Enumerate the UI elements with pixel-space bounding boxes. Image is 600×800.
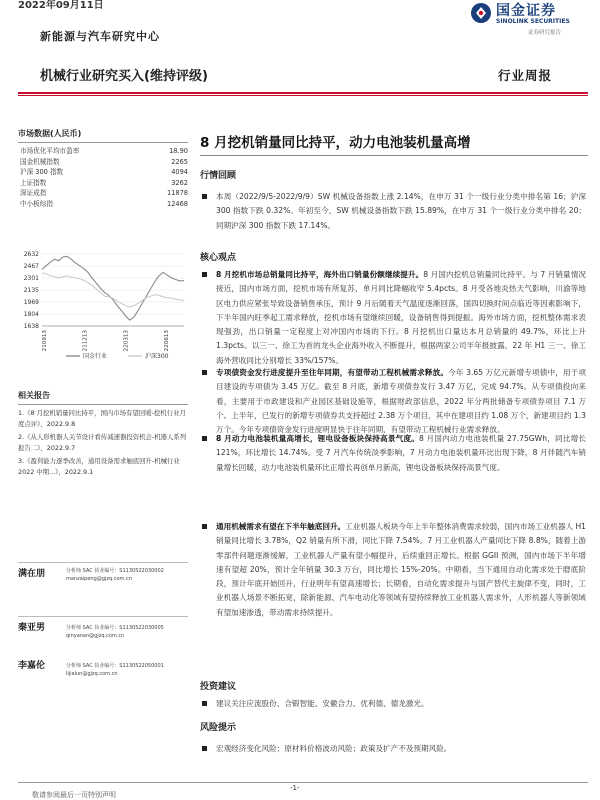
market-value: 12468 [167,199,188,208]
page-number: -1- [290,784,300,792]
market-label: 国金机械指数 [20,157,60,166]
chart-legend-label: 沪深300 [145,353,169,361]
core-point-lead: 专项债资金发行进度提升至往年同期，有望带动工程机械需求释放。 [216,368,449,377]
bullet-icon [202,370,207,375]
chart-legend-label: 国金行业 [83,353,108,361]
analyst-email[interactable]: qinyanan@gjzq.com.cn [66,633,125,639]
company-logo [470,0,600,40]
market-data-panel [18,128,188,210]
header-divider [18,92,588,94]
section-heading-review: 行情回顾 [200,171,237,181]
chart-y-tick-label: 2632 [23,251,39,258]
analyst-email[interactable]: lijialun@gjzq.com.cn [66,671,118,677]
chart-y-tick-label: 2135 [23,287,39,294]
core-point-text: 8 月国内动力电池装机量 27.75GWh，同比增长 121%，环比增长 14.74%。受 7 月汽车传统淡季影响，7 月动力电池装机量环比出现下降，8 月伴随汽车销量增长回暖，动力电池装机量环比正增长再创单月新高，锂电设备板块保持高景气度。 [216,434,586,472]
review-paragraph [202,190,586,233]
related-rule [18,404,188,405]
bullet-icon [202,701,207,706]
market-value: 11878 [167,189,188,198]
core-point-text: 8 月国内挖机总销量同比持平。与 7 月销量情况接近，国内市场方面，挖机市场有所复苏，单月同比降幅收窄 5.4pcts。8 月受各地炎热天气影响，川渝等地区电力供应紧张导致设备销售承压，预计 9 月后随着天气温度逐渐回落，国四切换时间点临近等因素影响下，下半年国内旺季起工需求释放，挖机市场有望继续回暖，设备销售得到提振。海外市场方面，挖机整体需求表现强劲，出口销量一定程度上对冲国内市场的下行。8 月挖机出口量达本月总销量的 49.7%，环比上升 1.3pcts。以三一、徐工为首的龙头企业海外收入不断提升，根据两家公司半年报披露，22 年 H1 三一、徐工海外营收同比分别增长 33%/157%。 [216,270,586,365]
analyst-rule [18,562,188,563]
core-point [202,366,586,437]
market-label: 上证指数 [20,178,47,187]
report-title: 机械行业研究买入(维持评级) [40,69,208,84]
analyst-cert-number: SAC 执业编号：S1130522030005 [82,625,164,631]
analyst-role: 分析师 [66,663,82,669]
section-heading-invest: 投资建议 [200,682,237,692]
market-value: 3262 [171,178,188,187]
related-heading: 相关报告 [18,391,50,400]
analyst-cert-number: SAC 执业编号：S1130522030002 [82,568,164,574]
related-report-item[interactable]: 2.《从人形机器人关节设计看传减速器投资机会-机器人系列报告二》，2022.9.7 [18,433,187,452]
analyst-name: 秦亚男 [18,623,46,633]
market-label: 中小板综指 [20,199,53,208]
main-title-rule [200,155,588,156]
market-row [18,199,188,210]
index-chart [18,248,188,373]
chart-x-tick-label: 220613 [164,330,170,352]
invest-text: 建议关注应流股份、合锻智能、安徽合力、优利德、德龙激光。 [216,699,429,708]
analyst-email[interactable]: manzaipeng@gjzq.com.cn [66,576,132,582]
main-title: 8 月挖机销量同比持平，动力电池装机量高增 [200,135,471,151]
footer-disclaimer-note: 敬请参阅最后一页特别声明 [32,791,116,799]
market-row [18,188,188,199]
chart-y-tick-label: 2467 [23,263,39,270]
market-label: 市场优化平均市盈率 [20,147,80,155]
market-value: 2265 [171,157,188,166]
analyst-name: 满在朋 [18,569,46,579]
analyst-role: 分析师 [66,568,82,574]
review-text: 本周（2022/9/5-2022/9/9）SW 机械设备指数上涨 2.14%，在申万 31 个一级行业分类中排名第 16；沪深 300 指数下跌 0.32%。年初至今，SW 机械设备指数下跌 15.89%，在申万 31 个一级行业分类中排名 20；同期沪深 300 指数下跌 17.14%。 [216,192,586,230]
chart-y-tick-label: 1638 [23,323,39,330]
header-divider-thin [18,95,588,96]
market-label: 沪深 300 指数 [20,168,64,177]
chart-y-tick-label: 2301 [23,275,39,282]
core-point [202,268,586,368]
analyst-name: 李嘉伦 [18,661,46,671]
core-point-lead: 8 月挖机市场总销量同比持平，海外出口销量份额继续提升。 [216,270,424,279]
bullet-icon [202,436,207,441]
logo-mark-icon [470,2,492,24]
bullet-icon [202,194,207,199]
report-date: 2022年09月11日 [18,0,104,11]
analyst-cert [66,567,164,574]
core-point [202,520,586,620]
logo-english-name: SINOLINK SECURITIES [496,18,570,25]
market-row [18,157,188,168]
analyst-cert [66,624,164,631]
market-value: 4094 [171,168,188,177]
related-reports [18,390,188,480]
market-data-heading: 市场数据(人民币) [18,129,82,138]
analyst-cert-number: SAC 执业编号：S1130522050001 [82,663,164,669]
footer-rule [18,782,588,783]
market-data-rule [18,142,188,143]
market-value: 18.90 [169,147,188,155]
market-row [18,167,188,178]
related-report-item[interactable]: 3.《盈利能力逐季改善，通用设备需求触底回升-机械行业 2022 中期...》，2022.9.1 [18,457,180,476]
chart-y-tick-label: 1969 [23,299,39,306]
invest-paragraph [202,697,586,711]
risk-text: 宏观经济变化风险；原材料价格波动风险；政策及扩产不及预期风险。 [216,744,452,753]
core-point-text: 工业机器人板块今年上半年整体消费需求较弱，国内市场工业机器人 H1 销量同比增长 3.78%，Q2 销量有所下滑，同比下降 7.54%。7 月工业机器人产量同比下降 8.8%，随着上游零部件问题逐渐缓解，工业机器人产量有望小幅提升，后续重回正增长。根据 GGII 预测，国内市场下半年增速有望超 20%，预计全年销量 30.3 万台，同比增长 15%-20%。中期看，当下通用自动化需求处于磨底阶段，预计年底开始回升，行业明年有望高速增长；长期看，自动化需求提升与国产替代主旋律不变，同时，工业机器人场景不断拓宽，除新能源、汽车电动化等领域有望持续释放工业机器人需求外，人形机器人等新领域有望加速渗透，带动需求持续提升。 [216,522,587,617]
market-label: 深证成指 [20,189,47,198]
risk-paragraph [202,742,586,756]
chart-y-tick-label: 1804 [23,311,39,318]
chart-x-tick-label: 211213 [82,330,89,352]
bullet-icon [202,524,207,529]
department-name: 新能源与汽车研究中心 [40,30,160,43]
market-row [18,178,188,189]
core-point-text: 今年 3.65 万亿元新增专项债中，用于项目建设的专项债为 3.45 万亿。截至 8 月底，新增专项债券发行 3.47 万亿，完成 94.7%。从专项债投向来看，主要用于市政建设和产业园区基础设施等，根据财政部信息，2022 年分两批储备专项债券项目 7.1 万个。上半年，已发行的新增专项债券共支持超过 2.38 万个项目，其中在建项目约 1.08 万个，新建项目约 1.3 万个。今年专项债资金发行进度明显快于往年同期，有望带动工程机械行业需求释放。 [216,368,587,435]
analyst-rule [18,616,188,617]
related-report-item[interactable]: 1.《8 月挖机销量同比持平，国内市场有望回暖-挖机行业月度点评》，2022.9.8 [18,409,186,428]
report-type: 行业周报 [498,68,553,83]
section-heading-risk: 风险提示 [200,723,237,733]
core-point [202,432,586,475]
chart-x-tick-label: 220313 [123,330,130,352]
section-heading-core: 核心观点 [200,253,237,263]
index-chart-svg [18,248,188,373]
bullet-icon [202,746,207,751]
logo-chinese-name: 国金证券 [496,3,556,19]
logo-subtitle: 证券研究报告 [528,30,562,36]
bullet-icon [202,272,207,277]
chart-x-tick-label: 210913 [42,330,48,352]
market-row [18,146,188,157]
core-point-lead: 通用机械需求有望在下半年触底回升。 [216,522,346,531]
analyst-cert [66,662,164,669]
core-point-lead: 8 月动力电池装机量高增长，锂电设备板块保持高景气度。 [216,434,420,443]
analyst-role: 分析师 [66,625,82,631]
